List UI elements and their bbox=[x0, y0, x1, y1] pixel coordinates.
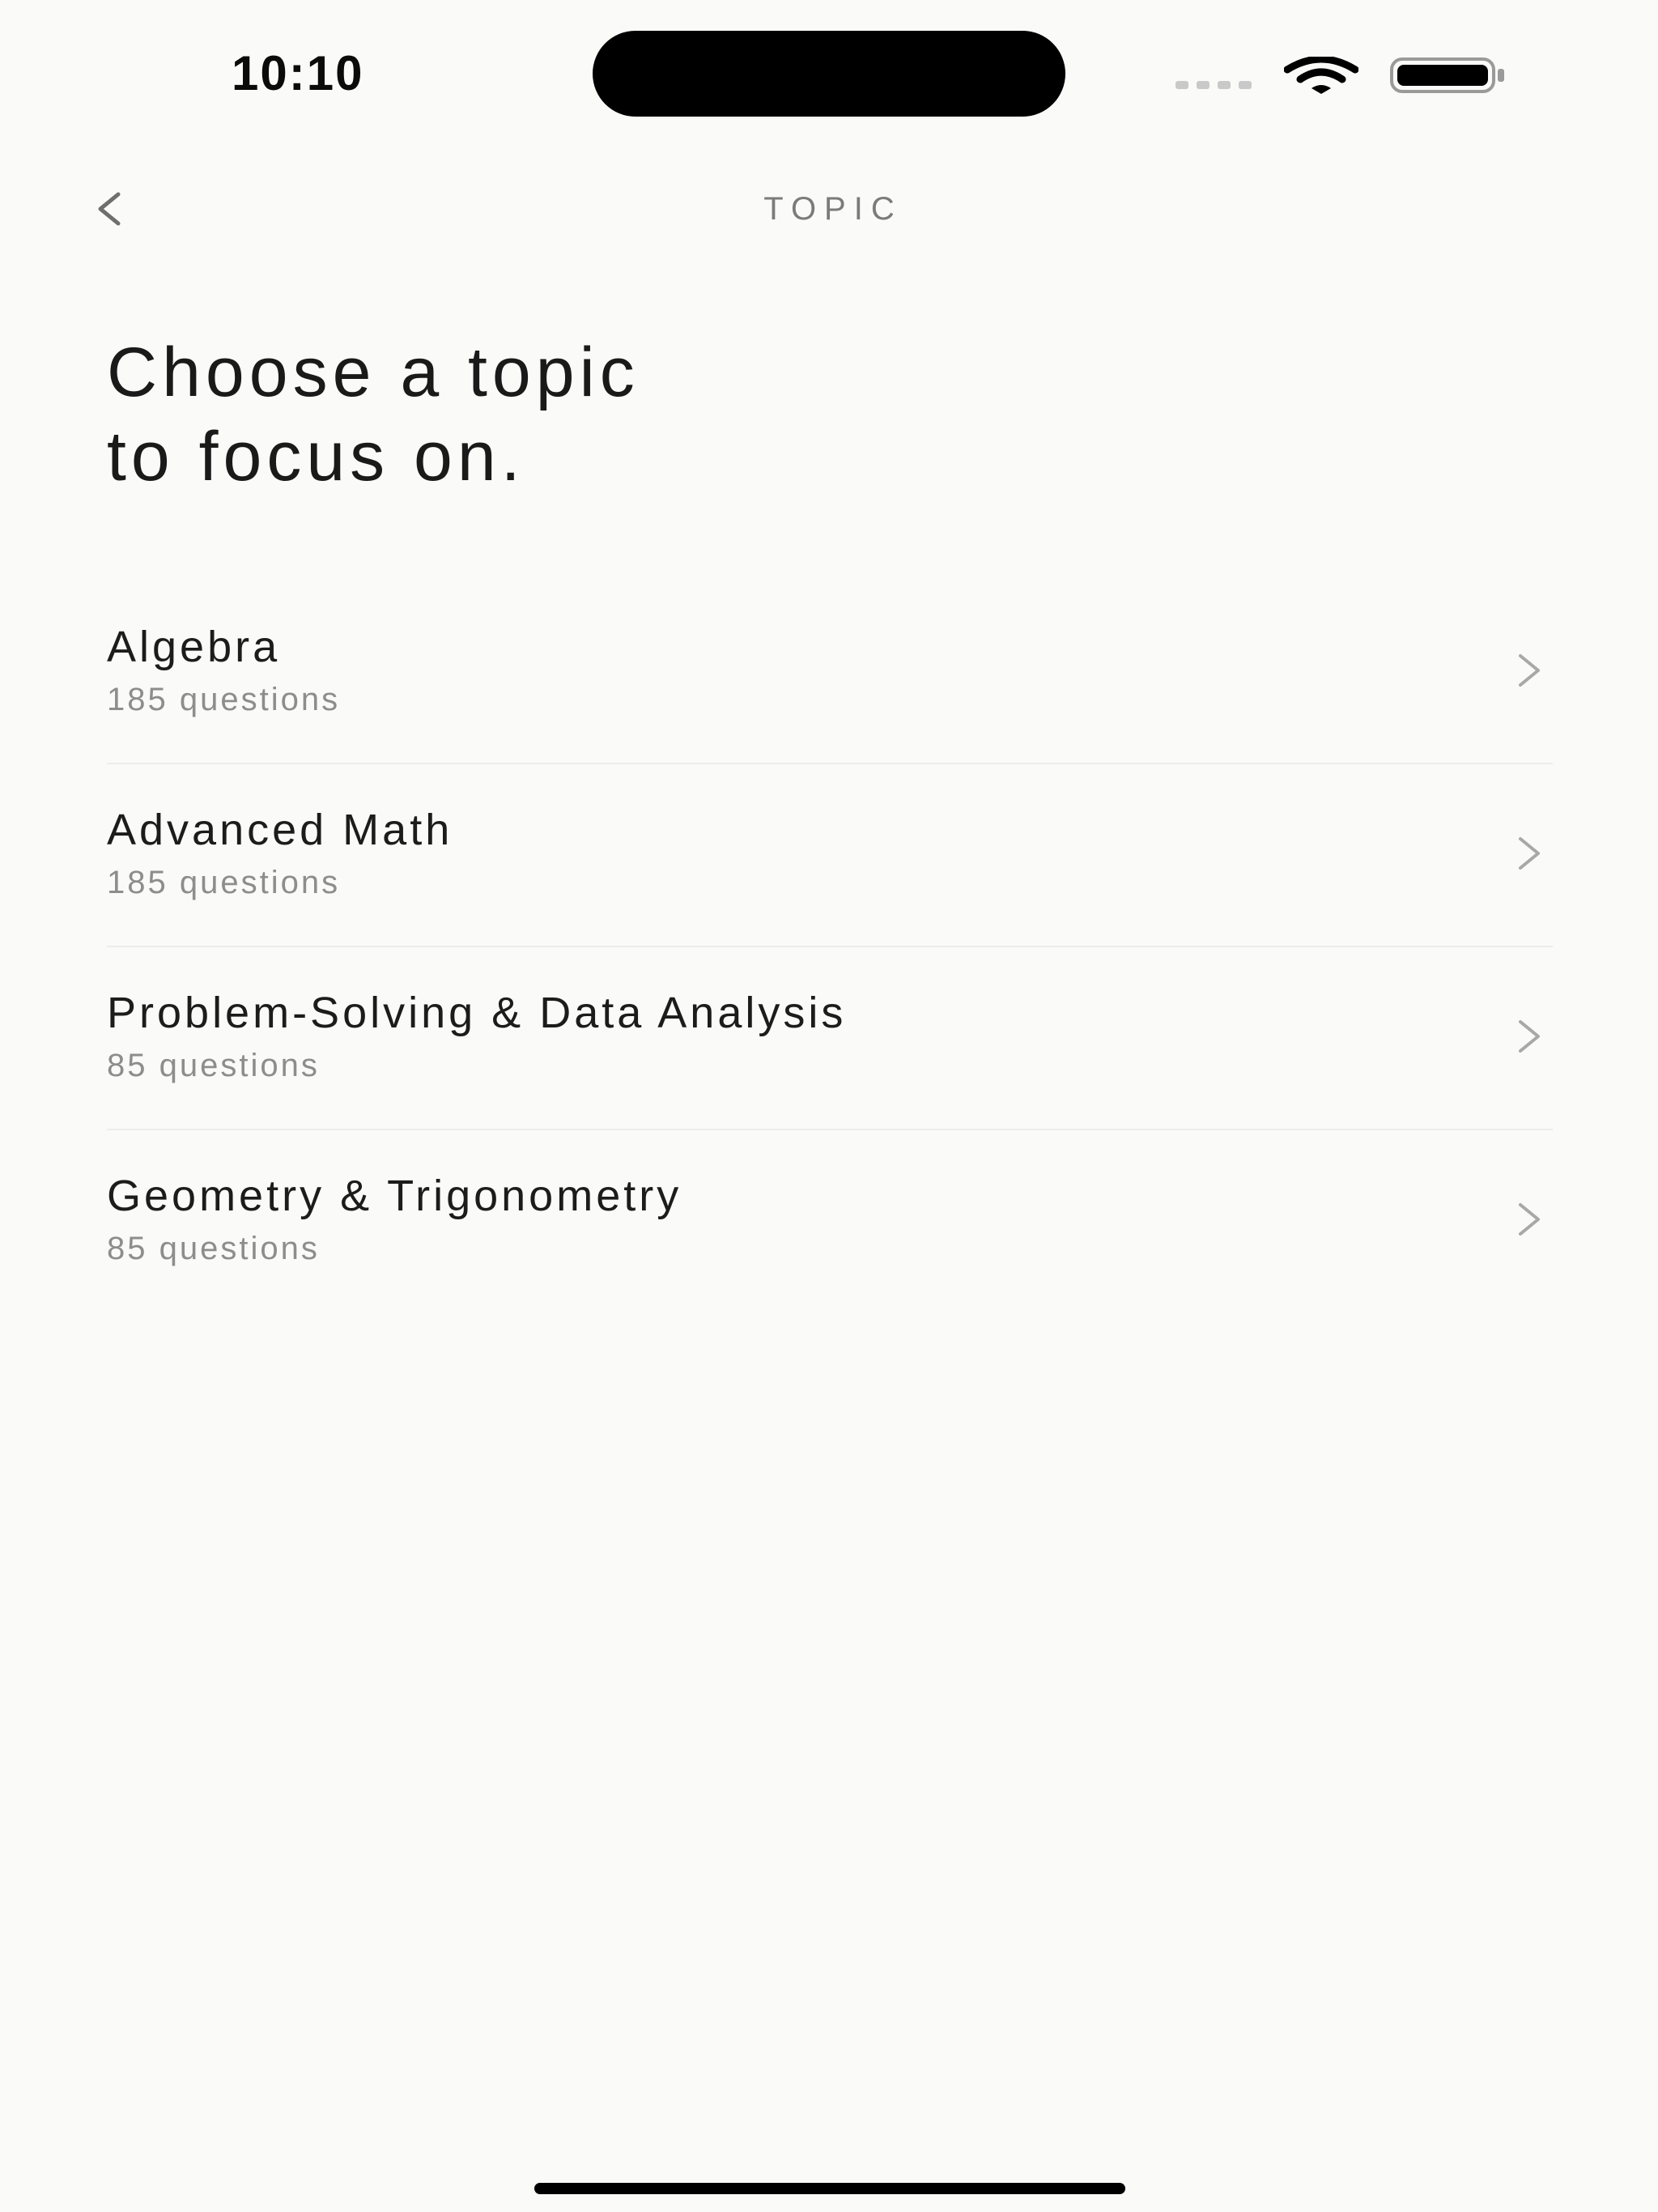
topic-item-problem-solving-data-analysis[interactable] bbox=[107, 947, 1553, 1130]
wifi-icon bbox=[1284, 57, 1358, 94]
topic-question-count: 85 questions bbox=[107, 1231, 320, 1266]
battery-icon bbox=[1389, 57, 1507, 94]
topic-question-count: 85 questions bbox=[107, 1048, 320, 1083]
topic-list bbox=[107, 581, 1553, 1313]
status-time: 10:10 bbox=[232, 46, 364, 100]
topic-item-geometry-trigonometry[interactable] bbox=[107, 1130, 1553, 1313]
cellular-signal-icon bbox=[1175, 81, 1252, 89]
topic-question-count: 185 questions bbox=[107, 682, 341, 717]
topic-name: Algebra bbox=[107, 623, 281, 671]
page-title-line-2: to focus on. bbox=[107, 418, 525, 496]
topic-name: Geometry & Trigonometry bbox=[107, 1172, 682, 1220]
dynamic-island bbox=[593, 31, 1065, 117]
chevron-right-icon bbox=[1512, 832, 1545, 874]
topic-name: Advanced Math bbox=[107, 806, 453, 854]
topic-item-advanced-math[interactable] bbox=[107, 764, 1553, 947]
topic-name: Problem-Solving & Data Analysis bbox=[107, 989, 847, 1037]
page-title bbox=[107, 330, 640, 499]
chevron-right-icon bbox=[1512, 1198, 1545, 1240]
page-title-line-1: Choose a topic bbox=[107, 334, 640, 411]
nav-title: TOPIC bbox=[763, 191, 903, 227]
topic-item-algebra[interactable] bbox=[107, 581, 1553, 764]
home-indicator[interactable] bbox=[534, 2183, 1125, 2194]
chevron-right-icon bbox=[1512, 1015, 1545, 1057]
chevron-right-icon bbox=[1512, 649, 1545, 691]
topic-question-count: 185 questions bbox=[107, 865, 341, 900]
